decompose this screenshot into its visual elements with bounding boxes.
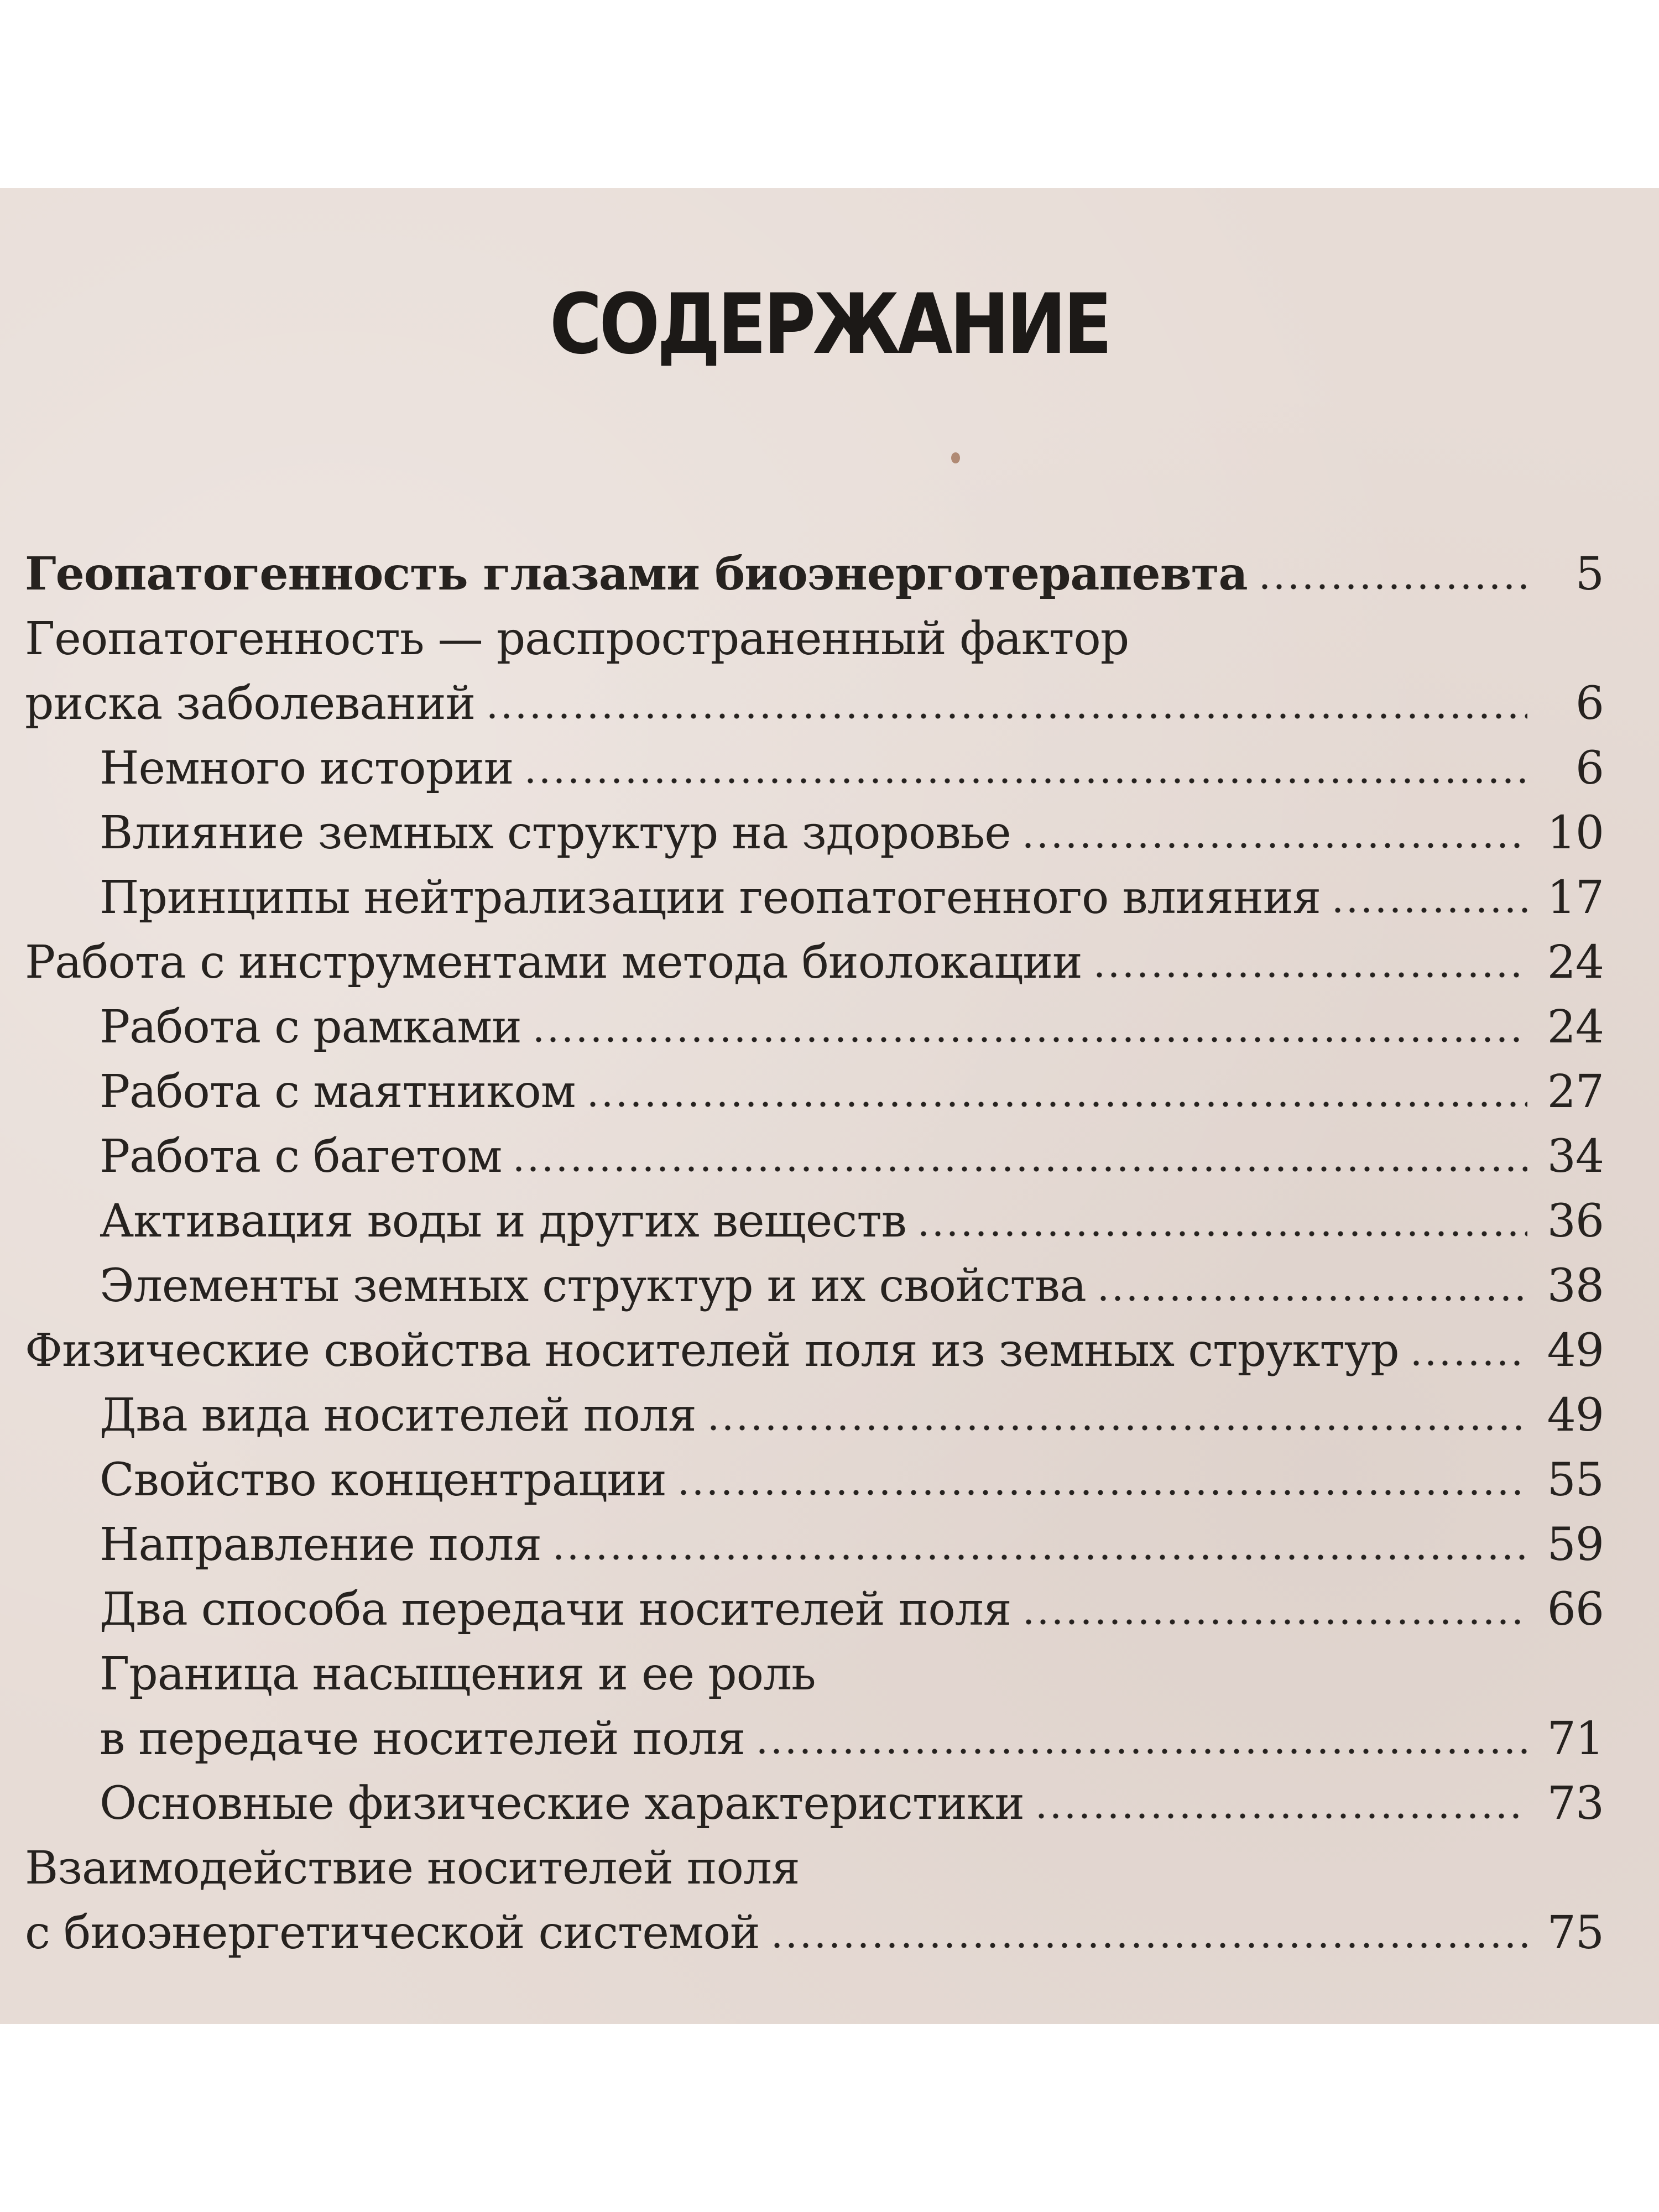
toc-entry[interactable] <box>25 1642 1604 1771</box>
toc-entry-line <box>100 736 1604 801</box>
toc-page-number: 49 <box>1547 1389 1604 1442</box>
dot-leader <box>676 1490 1527 1495</box>
toc-page-number: 17 <box>1547 872 1604 924</box>
dot-leader <box>485 713 1527 719</box>
toc-page-number: 5 <box>1575 548 1604 601</box>
toc-entry-line <box>100 1771 1604 1836</box>
toc-entry-label: Свойство концентрации <box>100 1454 666 1506</box>
toc-page-number: 36 <box>1547 1195 1604 1248</box>
toc-entry-line <box>25 671 1604 736</box>
toc-entry-line <box>25 1318 1604 1383</box>
dot-leader <box>1021 843 1527 848</box>
toc-entry[interactable] <box>25 1836 1604 1965</box>
toc-page-number: 75 <box>1547 1907 1604 1959</box>
toc-entry-label: Направление поля <box>100 1519 541 1571</box>
toc-entry-label: Основные физические характеристики <box>100 1777 1024 1830</box>
dot-leader <box>1409 1360 1527 1366</box>
paper-speck <box>951 452 960 463</box>
toc-entry-label: Два вида носителей поля <box>100 1389 696 1442</box>
toc-entry-label: с биоэнергетической системой <box>25 1907 760 1959</box>
dot-leader <box>523 778 1527 784</box>
dot-leader <box>755 1749 1527 1754</box>
toc-page-number: 55 <box>1547 1454 1604 1506</box>
toc-entry-label: Граница насыщения и ее роль <box>100 1648 816 1700</box>
toc-entry-line <box>100 1642 1604 1707</box>
toc-entry-line <box>100 1254 1604 1318</box>
dot-leader <box>1331 907 1527 913</box>
dot-leader <box>1034 1813 1527 1819</box>
dot-leader <box>916 1231 1527 1237</box>
toc-entry[interactable] <box>25 1060 1604 1124</box>
toc-entry[interactable] <box>25 995 1604 1060</box>
toc-page-number: 27 <box>1547 1066 1604 1118</box>
dot-leader <box>770 1943 1527 1948</box>
scanned-page <box>0 188 1659 2024</box>
toc-entry-line <box>100 1577 1604 1642</box>
toc-page-number: 38 <box>1547 1260 1604 1312</box>
toc-entry-line <box>100 1124 1604 1189</box>
toc-entry-label: Геопатогенность — распространенный фактор <box>25 613 1129 665</box>
dot-leader <box>512 1166 1527 1172</box>
toc-entry[interactable] <box>25 865 1604 930</box>
toc-entry-label: Влияние земных структур на здоровье <box>100 807 1011 859</box>
dot-leader <box>551 1554 1527 1560</box>
toc-page-number: 66 <box>1547 1583 1604 1636</box>
dot-leader <box>531 1037 1527 1042</box>
toc-entry[interactable] <box>25 1254 1604 1318</box>
toc-entry[interactable] <box>25 1124 1604 1189</box>
toc-page-number: 24 <box>1547 1001 1604 1053</box>
toc-entry[interactable] <box>25 801 1604 865</box>
toc-entry[interactable] <box>25 607 1604 736</box>
toc-entry-line <box>100 995 1604 1060</box>
toc-entry-line <box>100 865 1604 930</box>
toc-entry-label: Геопатогенность глазами биоэнерготерапевта <box>25 547 1248 601</box>
toc-entry-label: Работа с багетом <box>100 1130 502 1183</box>
toc-entry-line <box>25 930 1604 995</box>
toc-entry[interactable] <box>25 1577 1604 1642</box>
toc-entry[interactable] <box>25 542 1604 607</box>
toc-entry[interactable] <box>25 1512 1604 1577</box>
toc-entry[interactable] <box>25 1318 1604 1383</box>
toc-entry[interactable] <box>25 1189 1604 1254</box>
toc-entry-line <box>25 1901 1604 1965</box>
toc-entry-label: в передаче носителей поля <box>100 1713 745 1765</box>
dot-leader <box>1258 584 1527 589</box>
toc-entry-line <box>100 801 1604 865</box>
toc-entry[interactable] <box>25 930 1604 995</box>
toc-entry[interactable] <box>25 1448 1604 1512</box>
table-of-contents <box>25 542 1604 1965</box>
toc-entry-label: Элементы земных структур и их свойства <box>100 1260 1086 1312</box>
toc-entry-label: Принципы нейтрализации геопатогенного влияния <box>100 872 1321 924</box>
toc-page-number: 59 <box>1547 1519 1604 1571</box>
toc-page-number: 6 <box>1575 742 1604 795</box>
dot-leader <box>1021 1619 1527 1625</box>
toc-title: СОДЕРЖАНИЕ <box>549 276 1110 373</box>
toc-page-number: 10 <box>1547 807 1604 859</box>
toc-entry-line <box>100 1383 1604 1448</box>
toc-page-number: 6 <box>1575 677 1604 730</box>
toc-entry-line <box>25 607 1604 671</box>
dot-leader <box>586 1102 1527 1107</box>
toc-entry-label: риска заболеваний <box>25 677 476 730</box>
toc-entry-line <box>100 1448 1604 1512</box>
toc-entry-label: Два способа передачи носителей поля <box>100 1583 1011 1636</box>
toc-page-number: 49 <box>1547 1324 1604 1377</box>
toc-entry-line <box>25 1836 1604 1901</box>
toc-entry-label: Работа с рамками <box>100 1001 521 1053</box>
toc-entry-label: Физические свойства носителей поля из земных структур <box>25 1324 1399 1377</box>
toc-entry-line <box>25 542 1604 607</box>
toc-entry-line <box>100 1060 1604 1124</box>
dot-leader <box>1096 1296 1527 1301</box>
toc-page-number: 71 <box>1547 1713 1604 1765</box>
toc-page-number: 73 <box>1547 1777 1604 1830</box>
toc-entry-label: Работа с маятником <box>100 1066 576 1118</box>
toc-entry-line <box>100 1512 1604 1577</box>
toc-entry-line <box>100 1189 1604 1254</box>
toc-entry-label: Активация воды и других веществ <box>100 1195 906 1248</box>
toc-page-number: 34 <box>1547 1130 1604 1183</box>
toc-entry-label: Работа с инструментами метода биолокации <box>25 936 1082 989</box>
toc-entry[interactable] <box>25 1771 1604 1836</box>
toc-page-number: 24 <box>1547 936 1604 989</box>
toc-entry[interactable] <box>25 1383 1604 1448</box>
toc-entry-line <box>100 1707 1604 1771</box>
dot-leader <box>1092 972 1527 978</box>
toc-entry-label: Немного истории <box>100 742 514 795</box>
dot-leader <box>706 1425 1527 1431</box>
toc-entry[interactable] <box>25 736 1604 801</box>
toc-entry-label: Взаимодействие носителей поля <box>25 1842 800 1895</box>
